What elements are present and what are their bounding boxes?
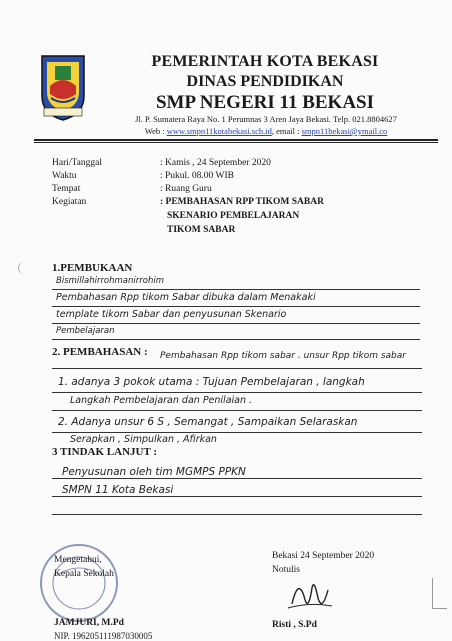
waktu-value: : Pukul. 08.00 WIB: [160, 171, 234, 181]
s2-line-5: Serapkan , Simpulkan , Afirkan: [70, 434, 217, 445]
tempat-value: : Ruang Guru: [160, 184, 212, 194]
school-logo: [38, 52, 88, 122]
notulis-name: Risti , S.Pd: [272, 620, 317, 630]
sign-right-2: Notulis: [272, 565, 300, 575]
headmaster-nip: NIP. 196205111987030005: [54, 631, 153, 641]
page-edge: [432, 578, 447, 609]
web-label: Web :: [144, 126, 167, 136]
kegiatan-line-2: SKENARIO PEMBELAJARAN: [167, 211, 300, 221]
header-line-1: PEMERINTAH KOTA BEKASI: [151, 53, 379, 70]
web-link[interactable]: www.smpn11kotabekasi.sch.id: [166, 126, 272, 136]
s3-line-2: SMPN 11 Kota Bekasi: [62, 484, 174, 496]
hari-value: : Kamis , 24 September 2020: [160, 158, 271, 168]
email-link[interactable]: smpn11bekasi@ymail.co: [301, 126, 388, 136]
s2-ruled-line: [52, 432, 422, 433]
header-rule: [34, 139, 438, 141]
section-2-title: 2. PEMBAHASAN :: [52, 346, 148, 358]
s1-line-2: Pembahasan Rpp tikom Sabar dibuka dalam Menakaki: [56, 292, 316, 303]
sign-left-1: Mengetahui,: [54, 555, 102, 565]
header-contact: [96, 126, 436, 136]
school-stamp: [36, 540, 122, 626]
s2-ruled-line: [52, 392, 422, 393]
hari-label: Hari/Tanggal: [52, 158, 102, 168]
section-1-title: 1.PEMBUKAAN: [52, 262, 133, 274]
sign-left-2: Kepala Sekolah: [54, 569, 114, 579]
header-rule-thin: [34, 142, 438, 143]
s3-line-1: Penyusunan oleh tim MGMPS PPKN: [62, 466, 246, 478]
tempat-label: Tempat: [52, 184, 81, 194]
s2-line-1: Pembahasan Rpp tikom sabar . unsur Rpp tikom sabar: [160, 351, 406, 361]
header-school-name: SMP NEGERI 11 BEKASI: [155, 92, 375, 113]
kegiatan-line-3: TIKOM SABAR: [167, 225, 236, 235]
s1-ruled-line: [52, 289, 420, 290]
s2-ruled-line: [52, 410, 422, 411]
notulis-signature: [284, 574, 336, 618]
s2-line-4: 2. Adanya unsur 6 S , Semangat , Sampaikan Selaraskan: [58, 416, 358, 428]
kegiatan-label: Kegiatan: [52, 197, 87, 207]
header-address: Jl. P. Sumatera Raya No. 1 Perumnas 3 Aren Jaya Bekasi. Telp. 021.8804627: [135, 114, 397, 124]
s3-ruled-line: [52, 496, 422, 497]
s1-line-3: template tikom Sabar dan penyusunan Skenario: [56, 309, 287, 320]
s1-ruled-line: [52, 323, 420, 324]
s1-ruled-line: [52, 306, 420, 307]
header-line-2: DINAS PENDIDIKAN: [186, 73, 344, 90]
s2-ruled-line: [52, 368, 422, 369]
kegiatan-line-1: : PEMBAHASAN RPP TIKOM SABAR: [160, 197, 324, 207]
section-3-title: 3 TINDAK LANJUT :: [52, 446, 158, 458]
email-label: , email :: [271, 126, 302, 136]
s1-ruled-line: [52, 339, 420, 340]
sign-right-1: Bekasi 24 September 2020: [272, 551, 375, 561]
headmaster-name: JAMJURI, M.Pd: [54, 618, 124, 628]
s1-line-1: Bismillahirrohmanirrohim: [56, 276, 164, 286]
binding-mark: [18, 262, 27, 274]
s3-ruled-line: [52, 478, 422, 479]
s3-ruled-line: [52, 514, 422, 515]
s1-line-4: Pembelajaran: [56, 326, 115, 336]
waktu-label: Waktu: [52, 171, 77, 181]
s2-line-3: Langkah Pembelajaran dan Penilaian .: [70, 395, 253, 406]
s2-line-2: 1. adanya 3 pokok utama : Tujuan Pembelajaran , langkah: [58, 376, 365, 388]
